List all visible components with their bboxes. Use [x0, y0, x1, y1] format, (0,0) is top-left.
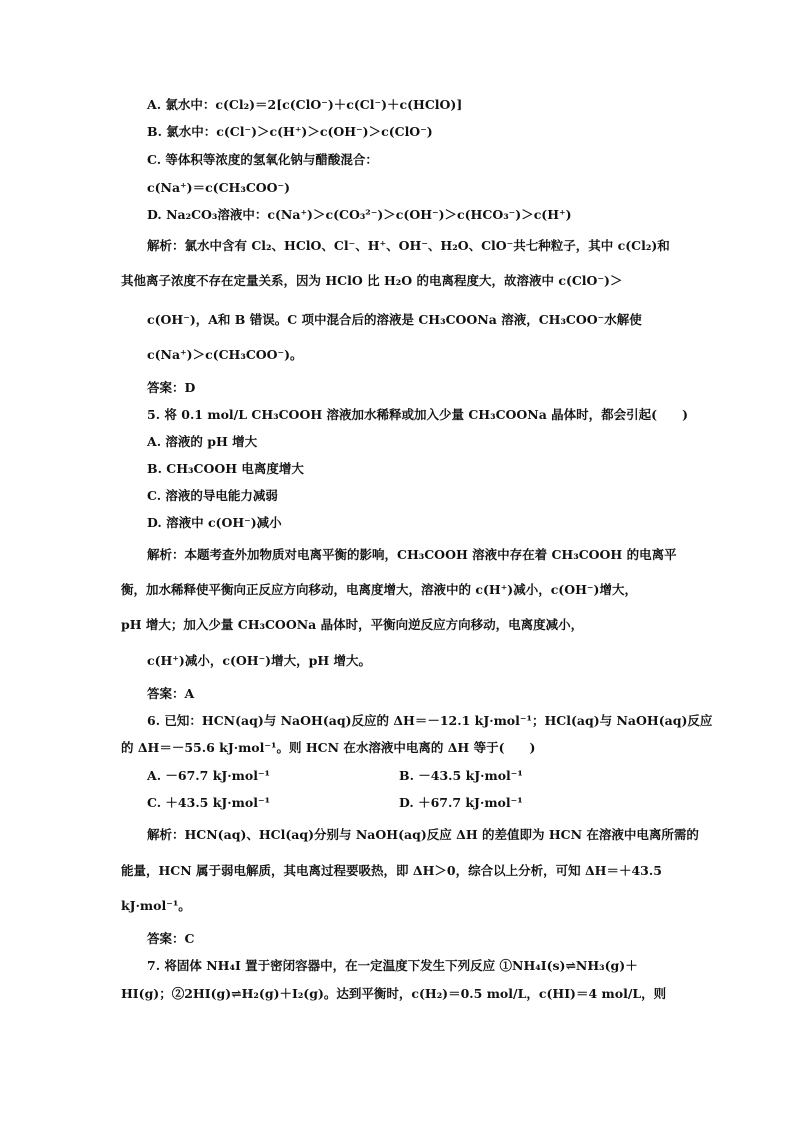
answer: 答案：D	[147, 380, 196, 395]
analysis-line: pH 增大；加入少量 CH₃COONa 晶体时，平衡向逆反应方向移动，电离度减小，	[121, 617, 584, 632]
question-7-cont: HI(g)；②2HI(g)⇌H₂(g)＋I₂(g)。达到平衡时，c(H₂)＝0.5 mol/L，c(HI)＝4 mol/L，则	[121, 986, 667, 1001]
analysis-line: c(OH⁻)，A和 B 错误。C 项中混合后的溶液是 CH₃COONa 溶液，CH₃COO⁻水解使	[147, 312, 642, 327]
analysis-line: 能量，HCN 属于弱电解质，其电离过程要吸热，即 ΔH＞0，综合以上分析，可知 ΔH＝＋43.5	[121, 863, 662, 878]
answer: 答案：A	[147, 686, 195, 701]
option-d: D. Na₂CO₃溶液中：c(Na⁺)＞c(CO₃²⁻)＞c(OH⁻)＞c(HCO₃⁻)＞c(H⁺)	[147, 207, 572, 222]
option-b: B. －43.5 kJ·mol⁻¹	[399, 768, 523, 783]
question-6: 6. 已知：HCN(aq)与 NaOH(aq)反应的 ΔH＝－12.1 kJ·mol⁻¹；HCl(aq)与 NaOH(aq)反应	[147, 713, 713, 728]
analysis-line: c(H⁺)减小，c(OH⁻)增大，pH 增大。	[147, 653, 371, 668]
option-d: D. 溶液中 c(OH⁻)减小	[147, 515, 282, 530]
analysis-line: c(Na⁺)＞c(CH₃COO⁻)。	[147, 347, 303, 362]
analysis-line: 解析：氯水中含有 Cl₂、HClO、Cl⁻、H⁺、OH⁻、H₂O、ClO⁻共七种粒子，其中 c(Cl₂)和	[147, 238, 670, 253]
option-d: D. ＋67.7 kJ·mol⁻¹	[399, 795, 523, 810]
option-c: C. 等体积等浓度的氢氧化钠与醋酸混合：	[147, 152, 378, 167]
analysis-line: 其他离子浓度不存在定量关系，因为 HClO 比 H₂O 的电离程度大，故溶液中 c(ClO⁻)＞	[121, 273, 623, 288]
option-c: C. ＋43.5 kJ·mol⁻¹	[147, 795, 271, 810]
analysis-line: 衡，加水稀释使平衡向正反应方向移动，电离度增大，溶液中的 c(H⁺)减小，c(OH⁻)增大，	[121, 582, 637, 597]
question-7: 7. 将固体 NH₄I 置于密闭容器中，在一定温度下发生下列反应 ①NH₄I(s)⇌NH₃(g)＋	[147, 958, 638, 973]
option-b: B. 氯水中：c(Cl⁻)＞c(H⁺)＞c(OH⁻)＞c(ClO⁻)	[147, 124, 433, 139]
analysis-line: 解析：HCN(aq)、HCl(aq)分别与 NaOH(aq)反应 ΔH 的差值即为 HCN 在溶液中电离所需的	[147, 827, 699, 842]
option-b: B. CH₃COOH 电离度增大	[147, 461, 304, 476]
answer: 答案：C	[147, 931, 195, 946]
analysis-line: 解析：本题考查外加物质对电离平衡的影响，CH₃COOH 溶液中存在着 CH₃COOH 的电离平	[147, 547, 677, 562]
option-a: A. －67.7 kJ·mol⁻¹	[147, 768, 271, 783]
option-a: A. 溶液的 pH 增大	[147, 434, 258, 449]
analysis-line: kJ·mol⁻¹。	[121, 898, 191, 913]
question-6-cont: 的 ΔH＝－55.6 kJ·mol⁻¹。则 HCN 在水溶液中电离的 ΔH 等于( )	[121, 740, 536, 755]
option-c: C. 溶液的导电能力减弱	[147, 488, 278, 503]
option-c-formula: c(Na⁺)＝c(CH₃COO⁻)	[147, 180, 291, 195]
question-5: 5. 将 0.1 mol/L CH₃COOH 溶液加水稀释或加入少量 CH₃COONa 晶体时，都会引起( )	[147, 407, 689, 422]
option-a: A. 氯水中：c(Cl₂)＝2[c(ClO⁻)＋c(Cl⁻)＋c(HClO)]	[147, 97, 463, 112]
